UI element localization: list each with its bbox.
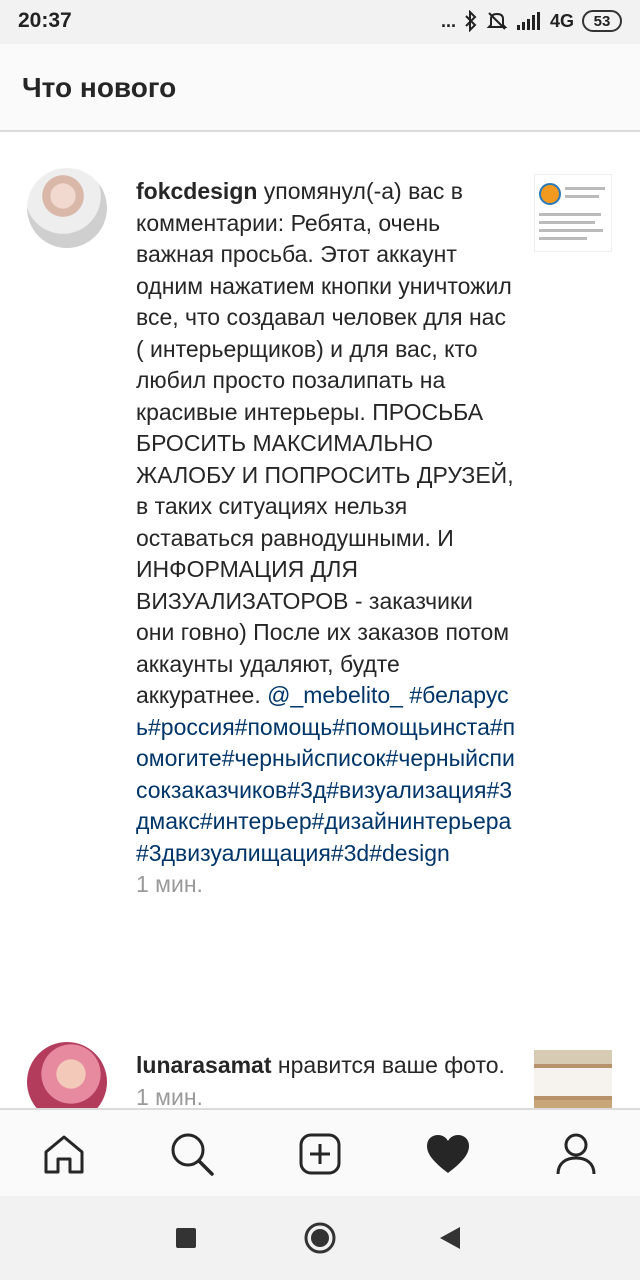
post-thumbnail[interactable]	[534, 174, 612, 252]
avatar[interactable]	[27, 1042, 107, 1108]
mute-icon	[486, 10, 508, 32]
thumbnail-shelf	[534, 1064, 612, 1068]
circle-icon	[303, 1221, 337, 1255]
brand-logo-icon	[539, 183, 561, 205]
square-icon	[175, 1227, 197, 1249]
heart-icon	[425, 1133, 471, 1175]
search-icon	[169, 1131, 215, 1177]
tab-activity[interactable]	[424, 1130, 472, 1178]
tab-new-post[interactable]	[296, 1130, 344, 1178]
back-triangle-icon	[438, 1225, 462, 1251]
post-thumbnail[interactable]	[534, 1050, 612, 1108]
home-icon	[42, 1132, 86, 1176]
bluetooth-icon	[464, 10, 478, 32]
profile-icon	[555, 1132, 597, 1176]
activity-text	[136, 1050, 516, 1108]
status-icons	[441, 10, 622, 32]
activity-feed[interactable]	[0, 134, 640, 1108]
tab-search[interactable]	[168, 1130, 216, 1178]
thumbnail-line	[565, 195, 599, 198]
signal-icon	[516, 11, 542, 31]
battery-indicator: 53	[582, 10, 622, 32]
thumbnail-line	[539, 213, 601, 216]
system-back-button[interactable]	[430, 1218, 470, 1258]
status-time: 20:37	[18, 9, 72, 32]
avatar[interactable]	[27, 168, 107, 248]
activity-header	[0, 44, 640, 132]
activity-text	[136, 176, 516, 901]
system-navigation	[0, 1196, 640, 1280]
notification-dots: ...	[440, 10, 456, 31]
thumbnail-line	[539, 229, 603, 232]
activity-message: нравится ваше фото.	[271, 1052, 505, 1078]
activity-time: 1 мин.	[136, 871, 203, 897]
thumbnail-line	[565, 187, 605, 190]
activity-time: 1 мин.	[136, 1083, 203, 1108]
network-type: 4G	[549, 10, 574, 31]
thumbnail-line	[539, 237, 587, 240]
username-link[interactable]: fokcdesign	[136, 178, 258, 204]
tab-profile[interactable]	[552, 1130, 600, 1178]
mention-link[interactable]: @_mebelito_	[267, 682, 403, 708]
username-link[interactable]: lunarasamat	[136, 1052, 272, 1078]
status-bar	[0, 0, 640, 44]
thumbnail-line	[539, 221, 595, 224]
thumbnail-shelf	[534, 1096, 612, 1100]
system-home-button[interactable]	[300, 1218, 340, 1258]
recent-apps-button[interactable]	[166, 1218, 206, 1258]
add-post-icon	[298, 1132, 342, 1176]
activity-message: упомянул(-а) вас в комментарии: Ребята, очень важная просьба. Этот аккаунт одним нажатием кнопки уничтожил все, что создавал человек для нас ( интерьерщиков) и для вас, кто любил просто позалипать на красивые интерьеры. ПРОСЬБА БРОСИТЬ МАКСИМАЛЬНО ЖАЛОБУ И ПОПРОСИТЬ ДРУЗЕЙ, в таких ситуациях нельзя оставаться равнодушными. И ИНФОРМАЦИЯ ДЛЯ ВИЗУАЛИЗАТОРОВ - заказчики они говно) После их заказов потом аккаунты удаляют, будте аккуратнее.	[136, 178, 514, 708]
page-title: Что нового	[22, 72, 177, 103]
tab-home[interactable]	[40, 1130, 88, 1178]
bottom-navigation	[0, 1108, 640, 1196]
hashtags-link[interactable]: #беларусь#россия#помощь#помощьинста#помогите#черныйсписок#черныйсписокзаказчиков#3д#визуализация#3дмакс#интерьер#дизайнинтерьера#3двизуалищация#3d#design	[136, 682, 516, 866]
